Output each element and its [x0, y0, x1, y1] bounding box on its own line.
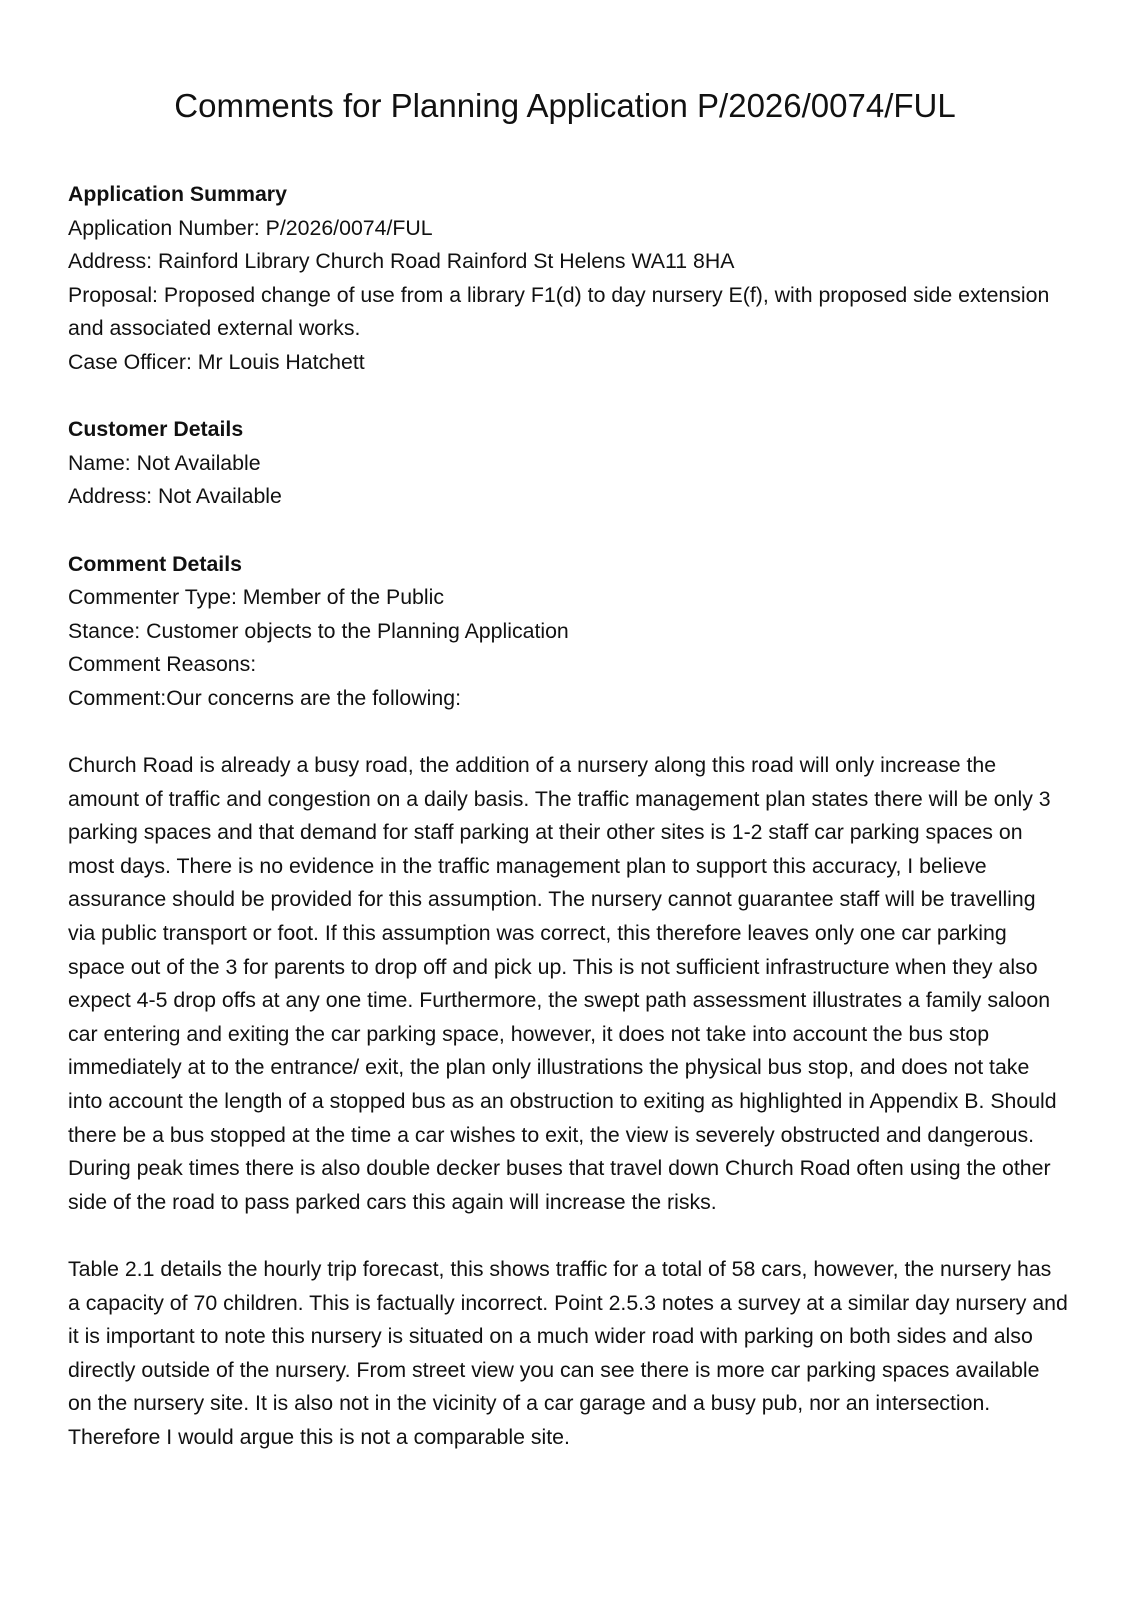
customer-name: Name: Not Available: [68, 450, 261, 475]
application-summary-heading: Application Summary: [68, 182, 287, 206]
comment-details-heading: Comment Details: [68, 551, 242, 576]
customer-details-section: [68, 413, 1068, 514]
customer-details-heading: Customer Details: [68, 417, 244, 442]
application-address: Address: Rainford Library Church Road Rainford St Helens WA11 8HA: [68, 249, 735, 274]
comment-paragraph: Church Road is already a busy road, the addition of a nursery along this road will only increase the amount of traffic and congestion on a daily basis. The traffic management plan states there will be only 3 parking spaces and that demand for staff parking at their other sites is 1-2 staff car parking spaces on most days. There is no evidence in the traffic management plan to support this accuracy, I believe assurance should be provided for this assumption. The nursery cannot guarantee staff will be travelling via public transport or foot. If this assumption was correct, this therefore leaves only one car parking space out of the 3 for parents to drop off and pick up. This is not sufficient infrastructure when they also expect 4-5 drop offs at any one time. Furthermore, the swept path assessment illustrates a family saloon car entering and exiting the car parking space, however, it does not take into account the bus stop immediately at to the entrance/ exit, the plan only illustrations the physical bus stop, and does not take into account the length of a stopped bus as an obstruction to exiting as highlighted in Appendix B. Should there be a bus stopped at the time a car wishes to exit, the view is severely obstructed and dangerous. During peak times there is also double decker buses that travel down Church Road often using the other side of the road to pass parked cars this again will increase the risks.: [68, 753, 1057, 1214]
comment-details-section: [68, 548, 1068, 716]
case-officer: Case Officer: Mr Louis Hatchett: [68, 349, 365, 374]
application-summary-section: [68, 178, 1068, 380]
document-body: [68, 178, 1068, 1488]
application-number: Application Number: P/2026/0074/FUL: [68, 215, 433, 240]
comment-reasons: Comment Reasons:: [68, 652, 257, 677]
stance: Stance: Customer objects to the Planning Application: [68, 618, 569, 643]
customer-address: Address: Not Available: [68, 484, 282, 509]
commenter-type: Commenter Type: Member of the Public: [68, 585, 445, 610]
application-proposal: Proposal: Proposed change of use from a library F1(d) to day nursery E(f), with proposed side extension and associated external works.: [68, 282, 1050, 341]
comment-intro: Comment:Our concerns are the following:: [68, 685, 461, 710]
comment-paragraph: Table 2.1 details the hourly trip forecast, this shows traffic for a total of 58 cars, however, the nursery has a capacity of 70 children. This is factually incorrect. Point 2.5.3 notes a survey at a similar day nursery and it is important to note this nursery is situated on a much wider road with parking on both sides and also directly outside of the nursery. From street view you can see there is more car parking spaces available on the nursery site. It is also not in the vicinity of a car garage and a busy pub, nor an intersection. Therefore I would argue this is not a comparable site.: [68, 1257, 1068, 1449]
page-title: Comments for Planning Application P/2026/0074/FUL: [174, 87, 956, 124]
